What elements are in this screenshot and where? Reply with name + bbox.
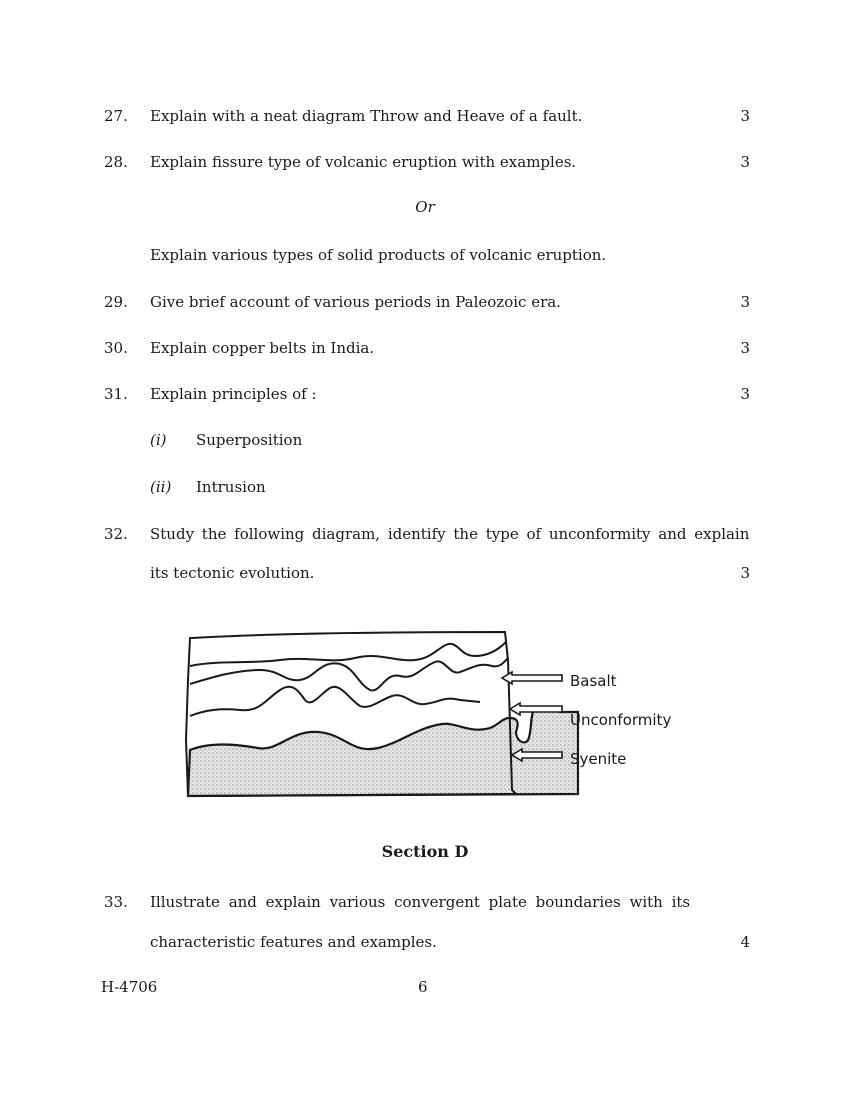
question-30 [0,336,850,360]
section-title: Section D [381,842,469,861]
question-28-alternative [0,243,850,267]
question-marks: 3 [740,385,750,403]
question-text: Give brief account of various periods in Paleozoic era. [150,293,561,311]
question-marks: 3 [740,293,750,311]
question-32 [0,522,850,546]
layer-line [190,687,480,716]
unconformity-diagram [180,620,700,805]
question-27 [0,104,850,128]
question-number: 28. [104,153,128,171]
question-33 [0,890,850,914]
layer-line [190,642,506,666]
question-text: Explain various types of solid products of volcanic eruption. [150,246,607,264]
question-text: Explain copper belts in India. [150,339,375,357]
question-number: 29. [104,293,128,311]
paper-code: H-4706 [101,978,158,996]
label-basalt: Basalt [570,672,617,690]
question-marks: 3 [740,107,750,125]
or-separator: Or [415,198,435,216]
question-marks: 3 [740,564,750,582]
question-31 [0,382,850,406]
question-text: Study the following diagram, identify the type of unconformity and explain [150,525,750,543]
question-number: 32. [104,525,128,543]
sub-item-label: (ii) [150,478,172,496]
question-number: 33. [104,893,128,911]
question-28 [0,150,850,174]
question-text: Explain principles of : [150,385,317,403]
question-text: Explain fissure type of volcanic eruption with examples. [150,153,577,171]
question-marks: 3 [740,339,750,357]
question-number: 31. [104,385,128,403]
sub-item-text: Intrusion [196,478,266,496]
sub-item [0,475,850,499]
question-marks: 3 [740,153,750,171]
arrow-basalt [502,672,562,684]
question-text: characteristic features and examples. [150,933,437,951]
question-32-line2 [0,561,850,585]
question-29 [0,290,850,314]
page-number: 6 [418,978,428,996]
question-number: 30. [104,339,128,357]
question-text: Explain with a neat diagram Throw and Heave of a fault. [150,107,583,125]
question-text: Illustrate and explain various convergent plate boundaries with its [150,893,691,911]
sub-item-text: Superposition [196,431,303,449]
label-syenite: Syenite [570,750,627,768]
sub-item-label: (i) [150,431,167,449]
label-unconformity: Unconformity [570,711,672,729]
question-text: its tectonic evolution. [150,564,315,582]
question-33-line2 [0,930,850,954]
sub-item [0,428,850,452]
question-number: 27. [104,107,128,125]
question-marks: 4 [740,933,750,951]
